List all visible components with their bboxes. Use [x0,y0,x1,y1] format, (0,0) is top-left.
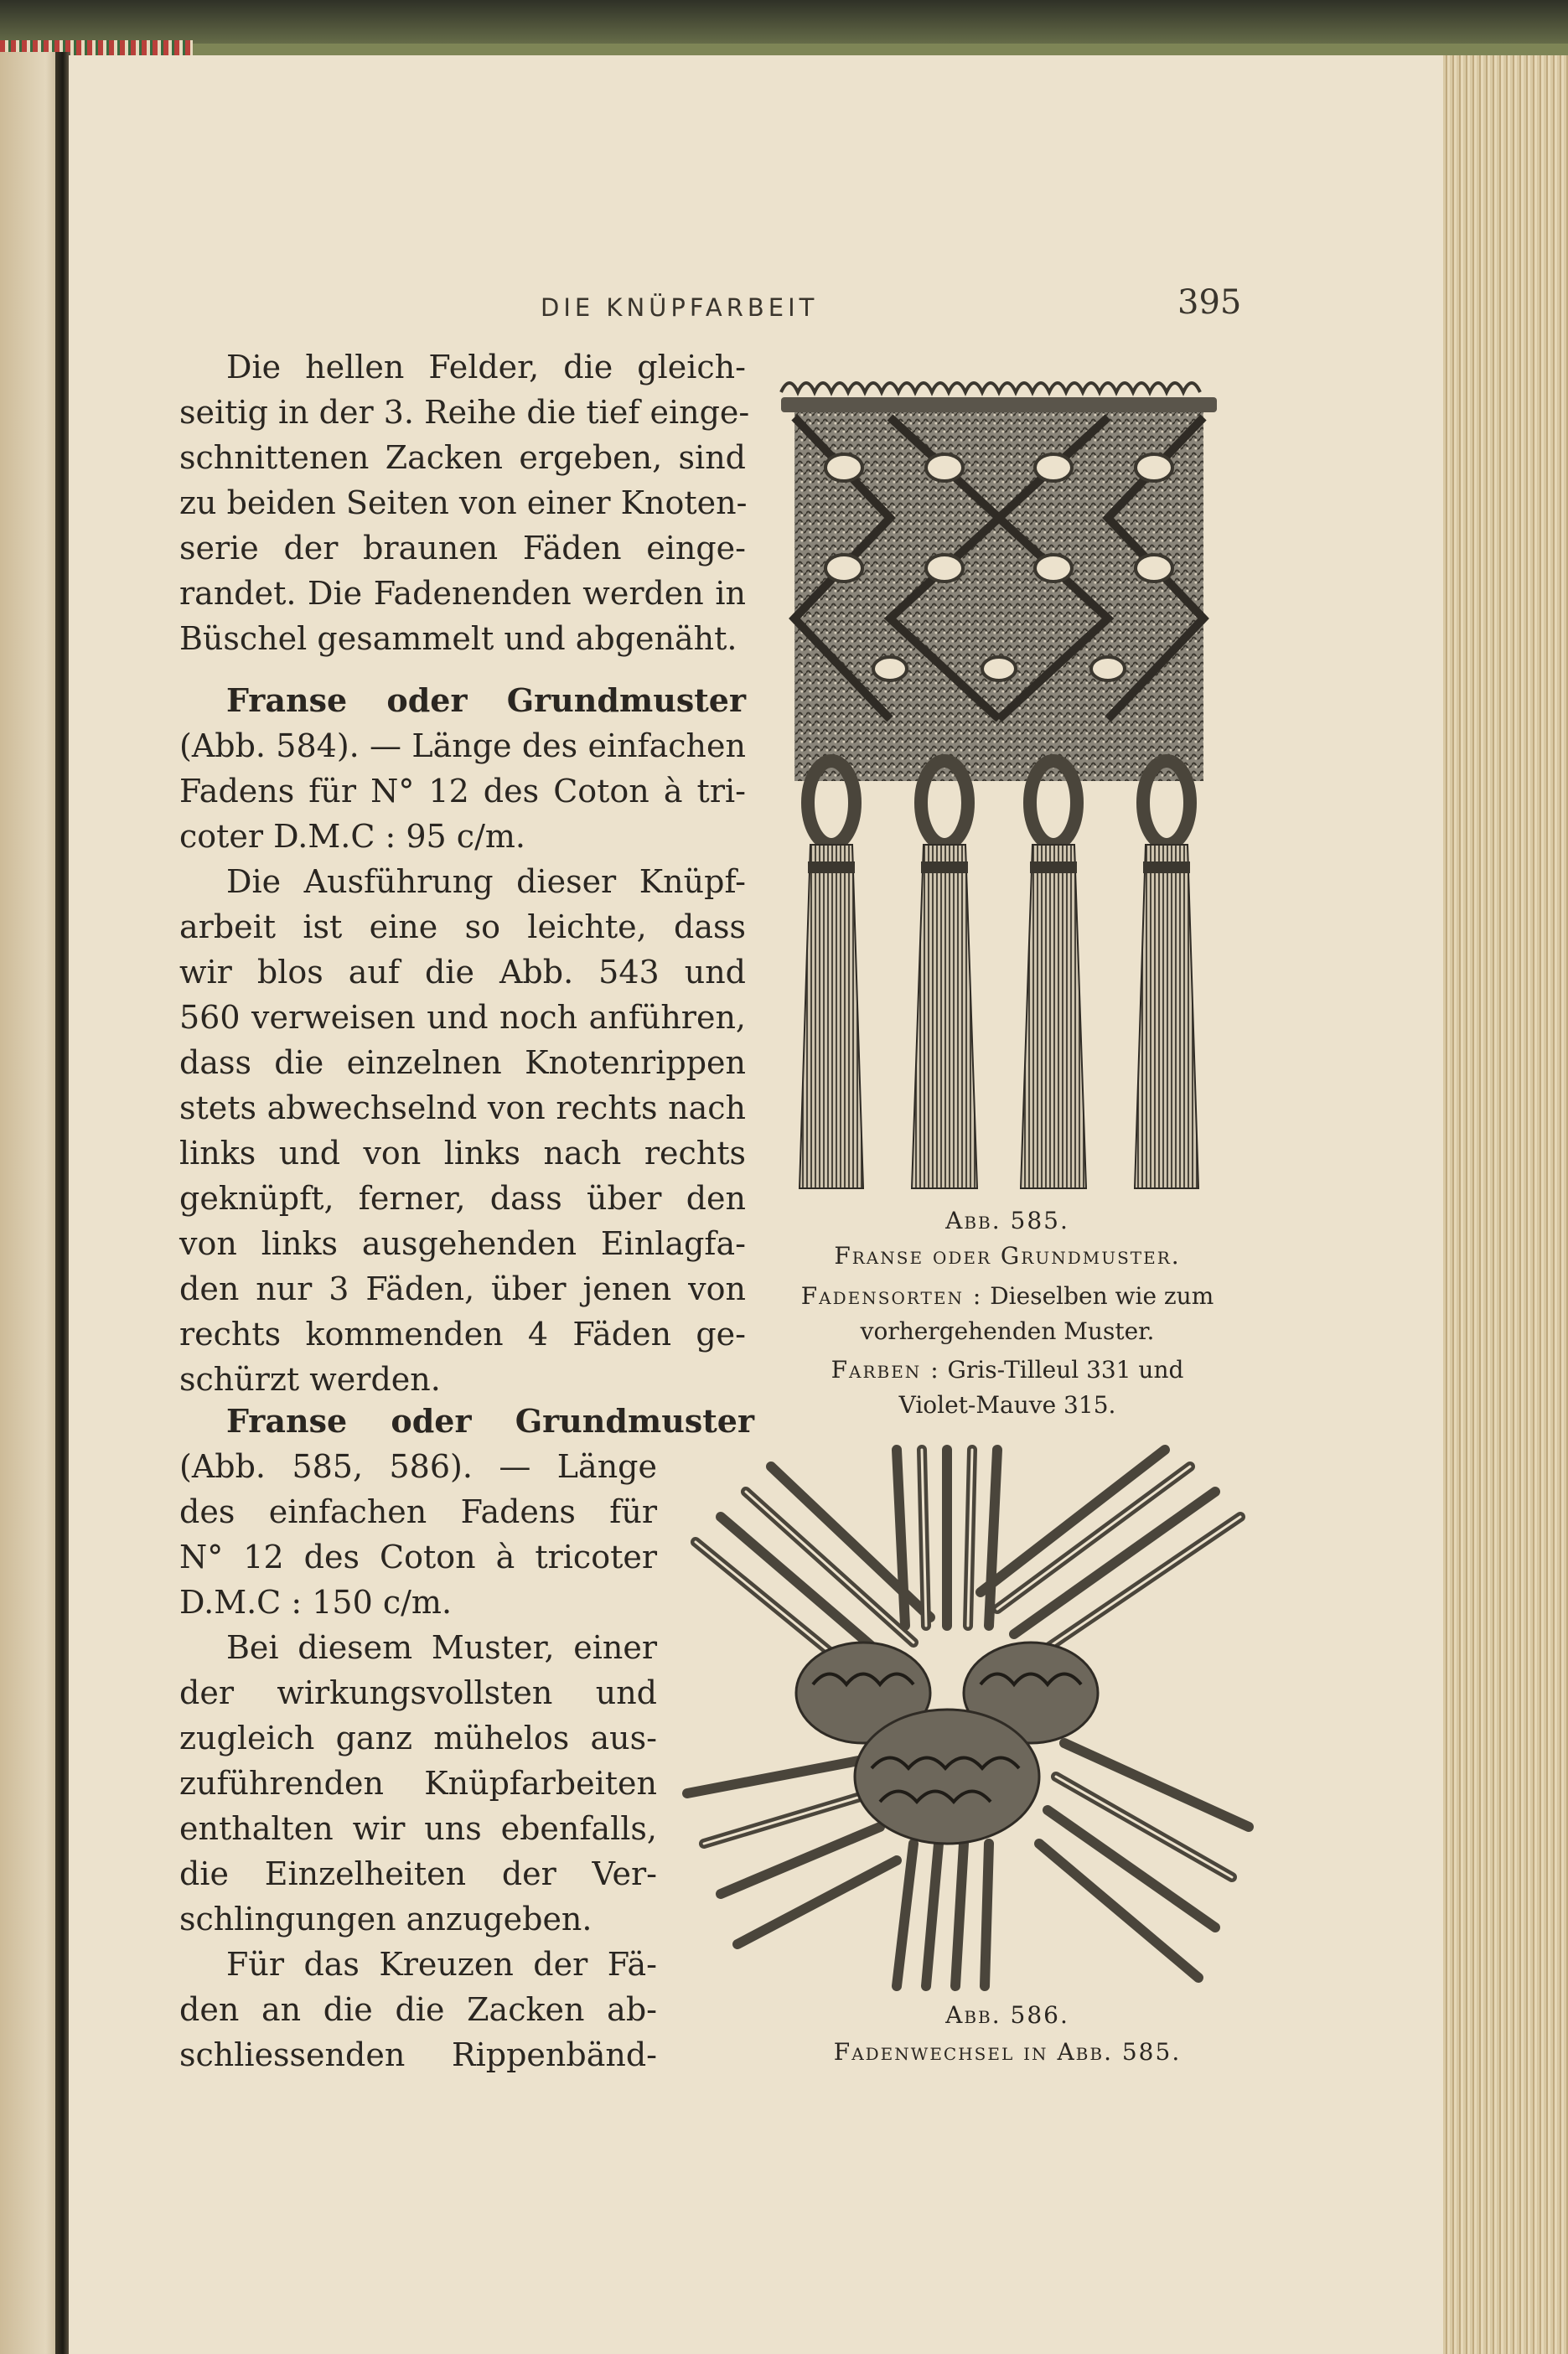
text-line: schnittenen Zacken ergeben, sind [179,439,746,476]
figure-585-fringe-illustration [764,367,1234,1205]
colors-text: Gris-Tilleul 331 und [947,1356,1184,1384]
figure-586-label: Abb. 586. [945,2001,1069,2029]
text-line: der wirkungsvollsten und [179,1674,657,1711]
text-line: Für das Kreuzen der Fä- [226,1946,657,1983]
text-line: die Einzelheiten der Ver- [179,1855,657,1892]
figure-585-threads-cont: vorhergehenden Muster. [860,1317,1155,1345]
figure-586-crossing-illustration [670,1441,1257,1994]
figure-585-threads [773,1279,1242,1314]
text-line: (Abb. 584). — Länge des einfachen [179,727,746,764]
section-heading: Franse oder Grundmuster [226,681,746,719]
text-line: Fadens für N° 12 des Coton à tri- [179,773,746,810]
text-line: links und von links nach rechts [179,1135,746,1172]
text-line: Büschel gesammelt und abgenäht. [179,620,737,657]
text-line: (Abb. 585, 586). — Länge [179,1448,657,1485]
text-line: arbeit ist eine so leichte, dass [179,908,746,945]
text-line: geknüpft, ferner, dass über den [179,1180,746,1217]
text-line: seitig in der 3. Reihe die tief einge- [179,394,750,431]
figure-586-title: Fadenwechsel in Abb. 585. [833,2038,1182,2066]
text-line: stets abwechselnd von rechts nach [179,1089,746,1126]
page-number: 395 [1177,283,1242,322]
text-line: randet. Die Fadenenden werden in [179,575,746,612]
text-line: schliessenden Rippenbänd- [179,2036,657,2073]
text-line: schlingungen anzugeben. [179,1901,593,1938]
colors-label: Farben : [831,1356,940,1384]
threads-text: Dieselben wie zum [990,1282,1214,1310]
text-line: dass die einzelnen Knotenrippen [179,1044,746,1081]
text-line: Bei diesem Muster, einer [226,1629,657,1666]
text-line: des einfachen Fadens für [179,1493,657,1530]
text-line: wir blos auf die Abb. 543 und [179,954,746,991]
text-line: 560 verweisen und noch anführen, [179,999,746,1036]
text-line: von links ausgehenden Einlagfa- [179,1225,746,1262]
figure-585-label: Abb. 585. [945,1207,1069,1234]
text-line: den an die die Zacken ab- [179,1991,657,2028]
text-line: zuführenden Knüpfarbeiten [179,1765,657,1802]
text-line: N° 12 des Coton à tricoter [179,1539,657,1575]
threads-label: Fadensorten : [800,1282,983,1310]
page-edges [1443,55,1568,2354]
text-line: coter D.M.C : 95 c/m. [179,818,526,855]
text-line: enthalten wir uns ebenfalls, [179,1810,657,1847]
figure-585-colors-cont: Violet-Mauve 315. [898,1391,1116,1419]
text-line: den nur 3 Fäden, über jenen von [179,1270,746,1307]
text-line: zu beiden Seiten von einer Knoten- [179,484,748,521]
text-line: D.M.C : 150 c/m. [179,1584,453,1621]
cover-top-edge [0,0,1568,44]
text-line: rechts kommenden 4 Fäden ge- [179,1316,746,1353]
text-line: Die Ausführung dieser Knüpf- [226,863,746,900]
text-line: serie der braunen Fäden einge- [179,530,746,567]
figure-585-title: Franse oder Grundmuster. [834,1242,1181,1270]
text-line: schürzt werden. [179,1361,441,1398]
running-head: DIE KNÜPFARBEIT [541,293,819,322]
text-line: Die hellen Felder, die gleich- [226,349,746,385]
text-line: zugleich ganz mühelos aus- [179,1720,657,1756]
figure-585-colors [773,1353,1242,1388]
section-heading: Franse oder Grundmuster [226,1402,754,1440]
